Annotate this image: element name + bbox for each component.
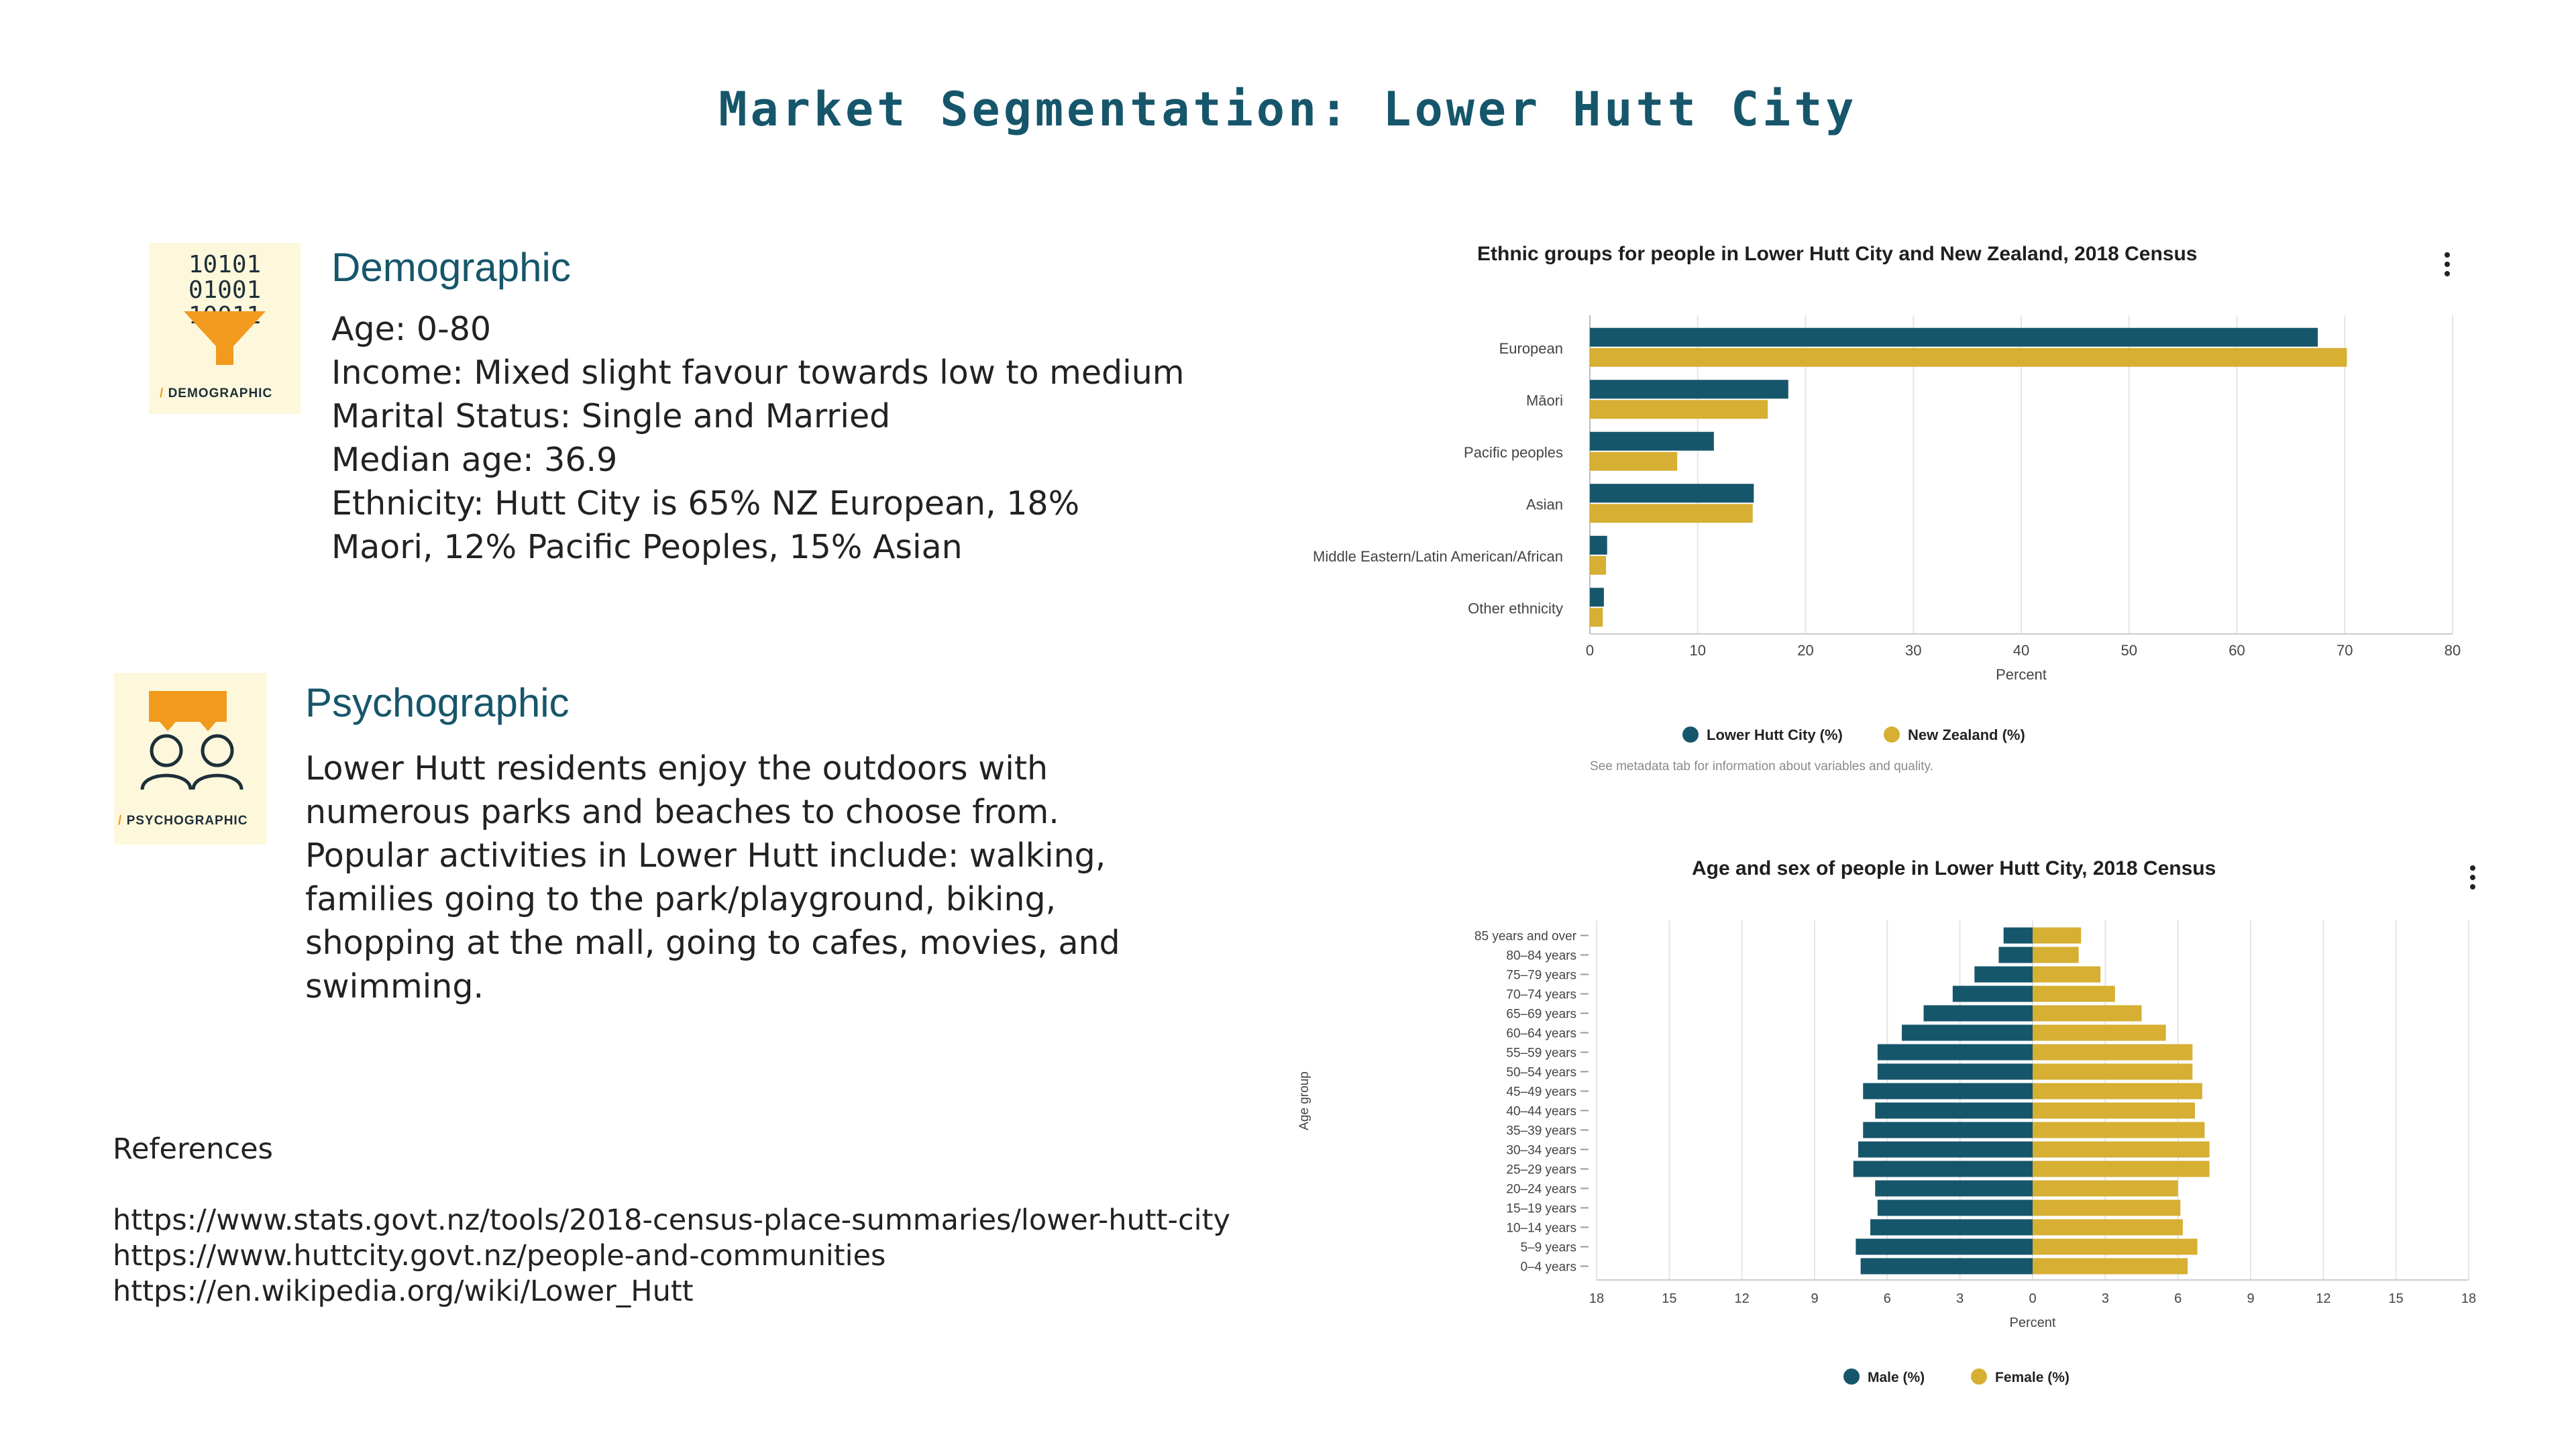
category-label: Middle Eastern/Latin American/African [1313,547,1563,565]
bar-male [1861,1258,2033,1275]
bar-male [1924,1006,2033,1022]
bar-female [2033,1258,2188,1275]
legend-marker [1884,727,1900,743]
demographic-icon: 10101 01001 / DEMOGRAPHIC [149,243,301,414]
bar-female [2033,1200,2180,1216]
x-tick-label: 18 [2461,1291,2477,1306]
bar-female [2033,986,2115,1002]
bar [1590,348,2347,367]
age-chart-menu-icon[interactable] [2470,865,2475,894]
x-tick-label: 70 [2337,642,2353,659]
bar [1590,504,1753,523]
bar-male [1878,1044,2033,1061]
age-group-label: 35–39 years [1506,1124,1576,1138]
x-tick-label: 0 [1585,642,1595,659]
bar-male [1863,1083,2033,1099]
x-tick-label: 20 [1797,642,1814,659]
bar [1590,608,1603,627]
bar [1590,452,1677,471]
category-label: Pacific peoples [1464,443,1563,461]
demographic-heading: Demographic [331,245,571,290]
demographic-details [331,307,1185,569]
age-group-label: 75–79 years [1506,968,1576,983]
bar-male [1998,947,2033,963]
y-axis-label: Age group [1297,1071,1311,1130]
bar-female [2033,1083,2202,1099]
bar-male [1875,1181,2033,1197]
metadata-note: See metadata tab for information about variables and quality. [1590,759,1933,773]
psychographic-icon-caption: PSYCHOGRAPHIC [126,814,248,828]
bar-female [2033,1103,2195,1119]
age-group-label: 85 years and over [1474,929,1576,944]
bar [1590,432,1714,451]
binary-row: 10101 [188,251,262,278]
demographic-line: Age: 0-80 [331,310,492,348]
bar-male [1878,1064,2033,1080]
demographic-line: Median age: 36.9 [331,441,618,479]
bar-male [2004,928,2033,944]
x-tick-label: 30 [1905,642,1922,659]
age-group-label: 70–74 years [1506,987,1576,1002]
psychographic-icon: / PSYCHOGRAPHIC [114,673,267,845]
x-tick-label: 60 [2229,642,2245,659]
bar-male [1870,1220,2033,1236]
demographic-line: Marital Status: Single and Married [331,397,891,435]
legend-marker [1843,1368,1860,1385]
age-group-label: 15–19 years [1506,1201,1576,1216]
bar-male [1878,1200,2033,1216]
legend-marker [1682,727,1699,743]
age-group-label: 45–49 years [1506,1085,1576,1099]
bar [1590,328,2318,347]
page-title: Market Segmentation: Lower Hutt City [718,82,1858,137]
references-heading: References [113,1132,273,1166]
binary-row: 01001 [188,276,262,304]
x-tick-label: 15 [1662,1291,1677,1306]
demographic-icon-caption: DEMOGRAPHIC [168,386,273,400]
x-tick-label: 12 [2316,1291,2331,1306]
legend-label: Female (%) [1995,1370,2070,1385]
bar [1590,556,1606,575]
age-group-label: 40–44 years [1506,1104,1576,1119]
psychographic-line: Lower Hutt residents enjoy the outdoors with [305,749,1049,788]
bar-male [1875,1103,2033,1119]
x-tick-label: 15 [2388,1291,2404,1306]
bar-male [1856,1239,2033,1255]
x-tick-label: 9 [1811,1291,1819,1306]
bar-female [2033,967,2100,983]
age-group-label: 55–59 years [1506,1046,1576,1061]
age-group-label: 0–4 years [1520,1260,1576,1275]
demographic-line: Income: Mixed slight favour towards low to medium [331,354,1185,392]
x-tick-label: 50 [2121,642,2137,659]
x-axis-label: Percent [2009,1316,2056,1330]
bar [1590,536,1607,555]
x-tick-label: 3 [1956,1291,1964,1306]
funnel-icon [181,309,268,369]
demographic-line: Ethnicity: Hutt City is 65% NZ European, 18% [331,484,1080,523]
age-group-label: 50–54 years [1506,1065,1576,1080]
x-axis-label: Percent [1996,666,2047,683]
ethnic-chart-title: Ethnic groups for people in Lower Hutt City and New Zealand, 2018 Census [1477,243,2198,265]
bar-male [1902,1025,2033,1041]
bar-female [2033,947,2079,963]
bar-male [1858,1142,2033,1158]
reference-link[interactable]: https://en.wikipedia.org/wiki/Lower_Hutt [113,1275,694,1308]
ethnic-chart [1275,288,2482,743]
demographic-line: Maori, 12% Pacific Peoples, 15% Asian [331,528,963,566]
bar-female [2033,1239,2198,1255]
bar [1590,588,1604,606]
age-group-label: 20–24 years [1506,1182,1576,1197]
age-group-label: 25–29 years [1506,1163,1576,1177]
psychographic-line: shopping at the mall, going to cafes, movies, and [305,924,1120,962]
age-group-label: 65–69 years [1506,1007,1576,1022]
bar-male [1854,1161,2033,1177]
bar-male [1863,1122,2033,1138]
bar-female [2033,1025,2166,1041]
x-tick-label: 9 [2247,1291,2255,1306]
psychographic-heading: Psychographic [305,680,570,725]
age-group-label: 10–14 years [1506,1221,1576,1236]
legend-label: New Zealand (%) [1908,727,2025,743]
bar-male [1974,967,2033,983]
x-tick-label: 12 [1734,1291,1750,1306]
age-chart [1288,912,2482,1385]
x-tick-label: 6 [1883,1291,1891,1306]
bar-female [2033,1220,2183,1236]
bar-female [2033,1161,2210,1177]
people-icon [138,732,246,792]
age-group-label: 5–9 years [1520,1240,1576,1255]
psychographic-line: numerous parks and beaches to choose from. [305,793,1059,831]
x-tick-label: 10 [1689,642,1706,659]
legend-marker [1971,1368,1987,1385]
bar-female [2033,1122,2204,1138]
ethnic-chart-menu-icon[interactable] [2445,252,2450,280]
psychographic-line: swimming. [305,967,484,1006]
references-list [113,1203,1230,1309]
bar-male [1953,986,2033,1002]
psychographic-details [305,747,1120,1008]
category-label: Other ethnicity [1468,600,1563,617]
bar [1590,380,1788,398]
psychographic-line: Popular activities in Lower Hutt include: walking, [305,837,1106,875]
bar [1590,400,1768,419]
reference-link[interactable]: https://www.huttcity.govt.nz/people-and-communities [113,1239,886,1273]
age-group-label: 60–64 years [1506,1026,1576,1041]
age-group-label: 80–84 years [1506,949,1576,963]
age-chart-title: Age and sex of people in Lower Hutt City, 2018 Census [1692,857,2216,879]
age-group-label: 30–34 years [1506,1143,1576,1158]
bar-female [2033,928,2081,944]
bar [1590,484,1754,502]
bar-female [2033,1064,2192,1080]
bar-female [2033,1044,2192,1061]
x-tick-label: 3 [2101,1291,2109,1306]
x-tick-label: 40 [2012,642,2030,659]
bar-female [2033,1181,2178,1197]
category-label: Asian [1525,496,1563,513]
bar-female [2033,1142,2210,1158]
x-tick-label: 18 [1589,1291,1605,1306]
category-label: European [1499,339,1563,357]
bar-female [2033,1006,2142,1022]
speech-bubble-icon [148,690,228,733]
x-tick-label: 80 [2444,642,2461,659]
reference-link[interactable]: https://www.stats.govt.nz/tools/2018-census-place-summaries/lower-hutt-city [113,1203,1230,1237]
legend-label: Male (%) [1868,1370,1925,1385]
legend-label: Lower Hutt City (%) [1707,727,1843,743]
x-tick-label: 6 [2174,1291,2182,1306]
psychographic-line: families going to the park/playground, biking, [305,880,1057,918]
category-label: Māori [1525,392,1563,409]
x-tick-label: 0 [2029,1291,2037,1306]
